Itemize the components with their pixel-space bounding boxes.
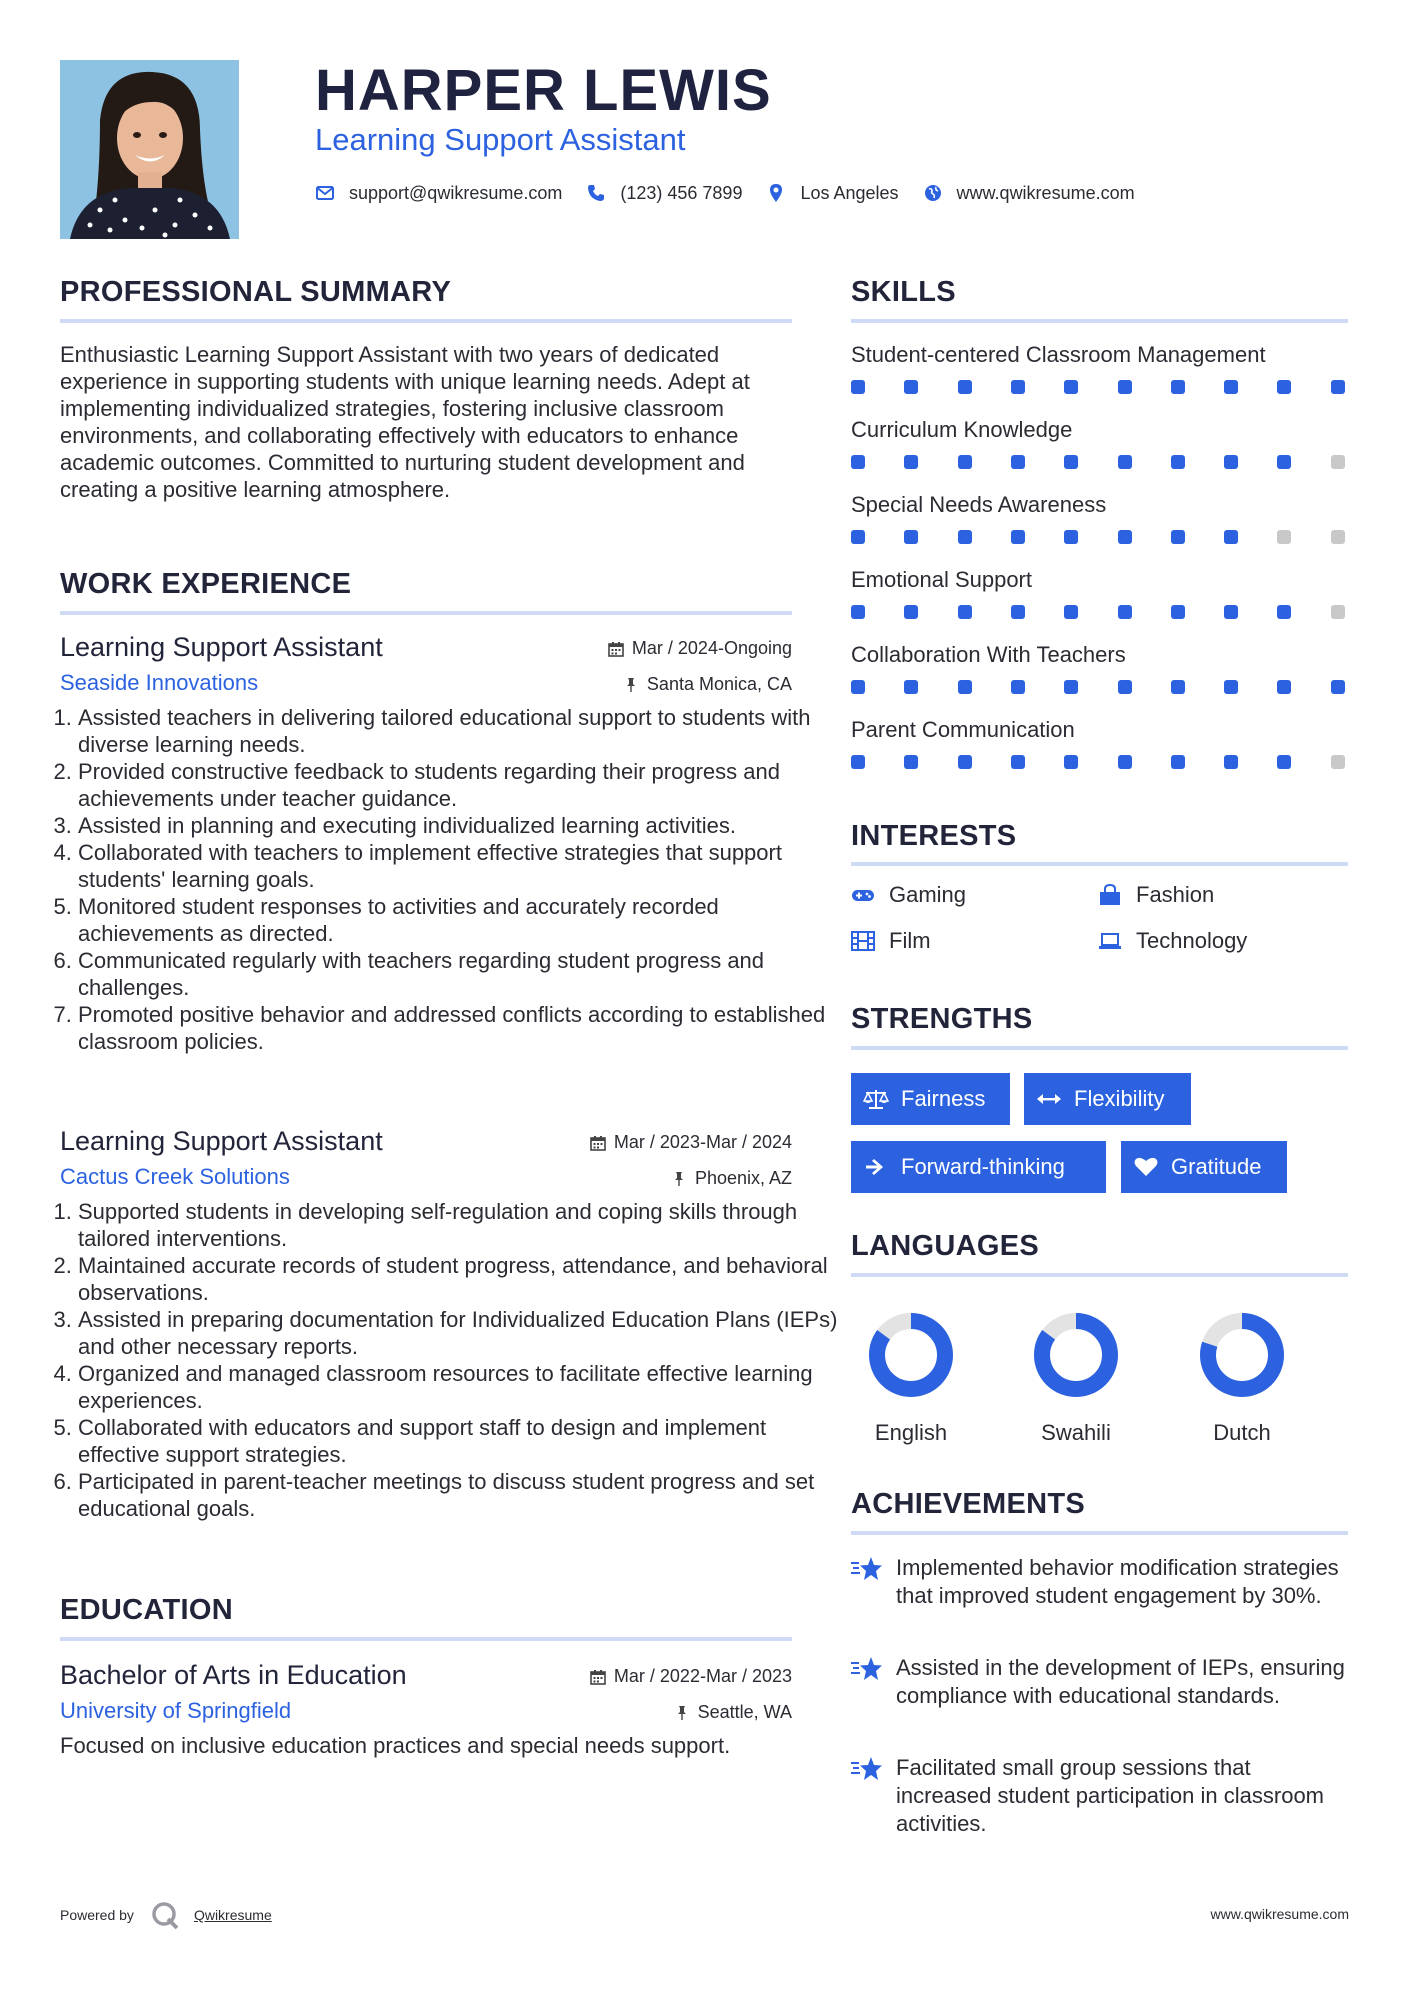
skill-dot-filled	[1171, 755, 1185, 769]
skill-name: Curriculum Knowledge	[851, 417, 1073, 442]
duty-item: 1. Supported students in developing self-regulation and coping skills through tailored interventions.	[78, 1198, 838, 1252]
duty-item: 5. Monitored student responses to activities and accurately recorded achievements as directed.	[78, 893, 838, 947]
interests-divider	[851, 862, 1348, 866]
duty-item: 7. Promoted positive behavior and addressed conflicts according to established classroom policies.	[78, 1001, 838, 1055]
skill-name: Collaboration With Teachers	[851, 642, 1126, 667]
skill-dot-filled	[1064, 605, 1078, 619]
skill-rating	[851, 455, 1351, 471]
skill-dot-filled	[958, 680, 972, 694]
language-item	[851, 1310, 971, 1446]
duty-item: 6. Communicated regularly with teachers regarding student progress and challenges.	[78, 947, 838, 1001]
star-badge-icon	[851, 1556, 883, 1582]
duty-item: 5. Collaborated with educators and support staff to design and implement effective support strategies.	[78, 1414, 838, 1468]
degree-title: Bachelor of Arts in Education	[60, 1660, 407, 1690]
calendar-icon	[608, 641, 624, 657]
skill-rating	[851, 755, 1351, 771]
film-icon	[851, 930, 875, 952]
arrows-horizontal-icon	[1036, 1088, 1062, 1110]
skill-rating	[851, 680, 1351, 696]
skill-dot-filled	[851, 455, 865, 469]
skill-dot-filled	[1171, 455, 1185, 469]
skill-dot-filled	[1277, 455, 1291, 469]
gamepad-icon	[851, 884, 875, 906]
achievements-heading: ACHIEVEMENTS	[851, 1488, 1086, 1520]
skill-name: Emotional Support	[851, 567, 1032, 592]
skill-dot-filled	[904, 680, 918, 694]
skill-dot-empty	[1331, 455, 1345, 469]
skill-item	[851, 642, 1351, 672]
calendar-icon	[590, 1135, 606, 1151]
skill-item	[851, 567, 1351, 597]
contact-phone[interactable]	[586, 183, 742, 204]
skill-item	[851, 342, 1351, 372]
skill-dot-filled	[851, 605, 865, 619]
laptop-icon	[1098, 930, 1122, 952]
language-name: Dutch	[1213, 1420, 1271, 1445]
languages-heading: LANGUAGES	[851, 1230, 1039, 1262]
languages-divider	[851, 1273, 1348, 1277]
job-location-text: Santa Monica, CA	[646, 674, 792, 694]
strength-tag	[851, 1141, 1106, 1193]
skill-dot-filled	[1331, 380, 1345, 394]
skill-item	[851, 417, 1351, 447]
education-location-text: Seattle, WA	[697, 1702, 792, 1722]
skill-dot-empty	[1331, 605, 1345, 619]
contact-website[interactable]	[923, 183, 1135, 204]
skill-dot-filled	[1118, 455, 1132, 469]
achievement-text: Facilitated small group sessions that increased student participation in classroom activities.	[896, 1755, 1325, 1836]
job-duties	[60, 704, 838, 1055]
skill-dot-filled	[1118, 680, 1132, 694]
language-ring	[866, 1310, 956, 1400]
skill-dot-filled	[1118, 605, 1132, 619]
duty-item: 1. Assisted teachers in delivering tailored educational support to students with diverse learning needs.	[78, 704, 838, 758]
job-duties	[60, 1198, 838, 1522]
skill-dot-filled	[851, 530, 865, 544]
skill-dot-filled	[1011, 455, 1025, 469]
skill-dot-filled	[958, 755, 972, 769]
interest-label: Film	[889, 928, 931, 953]
job-title: Learning Support Assistant	[60, 1126, 383, 1156]
education-location	[674, 1702, 792, 1723]
skill-dot-filled	[1064, 455, 1078, 469]
strengths-divider	[851, 1046, 1348, 1050]
skill-dot-filled	[1064, 530, 1078, 544]
skill-dot-filled	[1224, 605, 1238, 619]
education-heading: EDUCATION	[60, 1594, 233, 1626]
strength-tag	[1024, 1073, 1191, 1125]
footer-website[interactable]: www.qwikresume.com	[1210, 1906, 1349, 1922]
strength-label: Fairness	[901, 1086, 986, 1111]
education-description: Focused on inclusive education practices and special needs support.	[60, 1733, 731, 1758]
candidate-title: Learning Support Assistant	[315, 122, 686, 157]
skill-dot-filled	[1171, 605, 1185, 619]
candidate-name: HARPER LEWIS	[315, 58, 772, 123]
achievement-text: Assisted in the development of IEPs, ensuring compliance with educational standards.	[896, 1655, 1345, 1708]
language-item	[1016, 1310, 1136, 1446]
globe-icon	[923, 183, 943, 203]
job-company: Cactus Creek Solutions	[60, 1164, 290, 1189]
qwikresume-link[interactable]: Qwikresume	[193, 1907, 272, 1923]
interest-label: Gaming	[889, 882, 967, 907]
skill-dot-filled	[958, 380, 972, 394]
interest-gaming	[851, 882, 966, 908]
skill-name: Special Needs Awareness	[851, 492, 1107, 517]
star-badge-icon	[851, 1656, 883, 1682]
skill-rating	[851, 380, 1351, 396]
job-date	[590, 1132, 792, 1153]
duty-item: 2. Maintained accurate records of student progress, attendance, and behavioral observations.	[78, 1252, 838, 1306]
skill-dot-filled	[1064, 680, 1078, 694]
skill-dot-filled	[958, 530, 972, 544]
skill-dot-filled	[1224, 380, 1238, 394]
job-date-text: Mar / 2024-Ongoing	[631, 638, 792, 658]
skill-dot-filled	[904, 380, 918, 394]
interest-technology	[1098, 928, 1247, 954]
skill-dot-filled	[1224, 530, 1238, 544]
skill-dot-filled	[1224, 755, 1238, 769]
skill-dot-filled	[958, 605, 972, 619]
skill-dot-filled	[958, 455, 972, 469]
language-name: Swahili	[1041, 1420, 1111, 1445]
heart-icon	[1133, 1156, 1159, 1178]
education-divider	[60, 1637, 792, 1641]
skill-dot-filled	[1277, 680, 1291, 694]
language-ring	[1031, 1310, 1121, 1400]
interests-heading: INTERESTS	[851, 820, 1017, 852]
skill-dot-filled	[1011, 530, 1025, 544]
skill-name: Parent Communication	[851, 717, 1075, 742]
strength-tag	[851, 1073, 1010, 1125]
skill-item	[851, 492, 1351, 522]
skill-dot-filled	[1064, 380, 1078, 394]
skill-dot-empty	[1277, 530, 1291, 544]
skills-heading: SKILLS	[851, 276, 956, 308]
education-date-text: Mar / 2022-Mar / 2023	[613, 1666, 792, 1686]
strength-label: Gratitude	[1171, 1154, 1262, 1179]
skill-dot-empty	[1331, 755, 1345, 769]
skill-dot-filled	[1277, 605, 1291, 619]
interest-film	[851, 928, 931, 954]
job-location	[671, 1168, 792, 1189]
experience-heading: WORK EXPERIENCE	[60, 568, 352, 600]
contact-email-text: support@qwikresume.com	[349, 182, 563, 203]
contact-email[interactable]	[315, 183, 562, 204]
strengths-heading: STRENGTHS	[851, 1003, 1033, 1035]
duty-item: 4. Collaborated with teachers to implement effective strategies that support students' learning goals.	[78, 839, 838, 893]
skill-dot-filled	[904, 455, 918, 469]
duty-item: 2. Provided constructive feedback to students regarding their progress and achievements under teacher guidance.	[78, 758, 838, 812]
skill-dot-filled	[1118, 380, 1132, 394]
summary-divider	[60, 319, 792, 323]
pushpin-icon	[623, 677, 639, 693]
footer-branding	[60, 1900, 272, 1930]
skill-rating	[851, 530, 1351, 546]
skill-dot-filled	[1011, 605, 1025, 619]
skill-dot-filled	[1011, 755, 1025, 769]
contact-bar	[315, 178, 1159, 208]
interest-label: Fashion	[1136, 882, 1215, 907]
arrow-right-icon	[863, 1156, 889, 1178]
profile-photo	[60, 60, 239, 239]
job-date-text: Mar / 2023-Mar / 2024	[613, 1132, 792, 1152]
summary-heading: PROFESSIONAL SUMMARY	[60, 276, 452, 308]
balance-scale-icon	[863, 1088, 889, 1110]
skill-dot-filled	[1277, 380, 1291, 394]
contact-phone-text: (123) 456 7899	[620, 182, 743, 203]
skill-rating	[851, 605, 1351, 621]
shopping-bag-icon	[1098, 884, 1122, 906]
strength-label: Flexibility	[1074, 1086, 1165, 1111]
job-date	[608, 638, 792, 659]
phone-icon	[586, 183, 606, 203]
skill-dot-filled	[1224, 680, 1238, 694]
calendar-icon	[590, 1669, 606, 1685]
skill-dot-filled	[1224, 455, 1238, 469]
skill-dot-filled	[851, 755, 865, 769]
experience-divider	[60, 611, 792, 615]
skill-dot-filled	[1171, 380, 1185, 394]
strength-tag	[1121, 1141, 1287, 1193]
job-location-text: Phoenix, AZ	[694, 1168, 792, 1188]
skill-dot-filled	[1064, 755, 1078, 769]
language-name: English	[874, 1420, 948, 1445]
envelope-icon	[315, 183, 335, 203]
qwikresume-logo-icon	[150, 1900, 180, 1930]
duty-item: 4. Organized and managed classroom resources to facilitate effective learning experiences.	[78, 1360, 838, 1414]
contact-location	[766, 183, 898, 204]
powered-by-label: Powered by	[60, 1907, 134, 1923]
skill-dot-filled	[1171, 530, 1185, 544]
skill-dot-filled	[1011, 680, 1025, 694]
duty-item: 3. Assisted in preparing documentation for Individualized Education Plans (IEPs) and other necessary reports.	[78, 1306, 838, 1360]
skill-dot-filled	[851, 380, 865, 394]
contact-website-text: www.qwikresume.com	[956, 182, 1135, 203]
skill-dot-filled	[1277, 755, 1291, 769]
achievements-divider	[851, 1531, 1348, 1535]
skill-dot-empty	[1331, 530, 1345, 544]
skill-dot-filled	[904, 755, 918, 769]
skill-dot-filled	[1118, 755, 1132, 769]
strength-label: Forward-thinking	[901, 1154, 1065, 1179]
skill-dot-filled	[1331, 680, 1345, 694]
skills-divider	[851, 319, 1348, 323]
skill-dot-filled	[904, 530, 918, 544]
job-location	[623, 674, 792, 695]
interest-fashion	[1098, 882, 1214, 908]
interest-label: Technology	[1136, 928, 1248, 953]
school-name: University of Springfield	[60, 1698, 292, 1723]
language-ring	[1197, 1310, 1287, 1400]
skill-dot-filled	[1011, 380, 1025, 394]
contact-location-text: Los Angeles	[800, 182, 899, 203]
duty-item: 3. Assisted in planning and executing individualized learning activities.	[78, 812, 838, 839]
job-company: Seaside Innovations	[60, 670, 259, 695]
skill-dot-filled	[904, 605, 918, 619]
pushpin-icon	[674, 1705, 690, 1721]
education-date	[590, 1666, 792, 1687]
summary-text: Enthusiastic Learning Support Assistant with two years of dedicated experience in supporting students with unique learning needs. Adept at implementing individualized strategies, fostering inclusive classroom environments, and collaborating effectively with educators to enhance academic outcomes. Committed to nurturing student development and creating a positive learning atmosphere.	[60, 342, 750, 502]
map-pin-icon	[766, 183, 786, 203]
skill-dot-filled	[851, 680, 865, 694]
skill-name: Student-centered Classroom Management	[851, 342, 1266, 367]
job-title: Learning Support Assistant	[60, 632, 383, 662]
pushpin-icon	[671, 1171, 687, 1187]
star-badge-icon	[851, 1756, 883, 1782]
duty-item: 6. Participated in parent-teacher meetings to discuss student progress and set educational goals.	[78, 1468, 838, 1522]
language-item	[1182, 1310, 1302, 1446]
achievement-text: Implemented behavior modification strategies that improved student engagement by 30%.	[896, 1555, 1339, 1608]
skill-dot-filled	[1118, 530, 1132, 544]
skill-item	[851, 717, 1351, 747]
skill-dot-filled	[1171, 680, 1185, 694]
